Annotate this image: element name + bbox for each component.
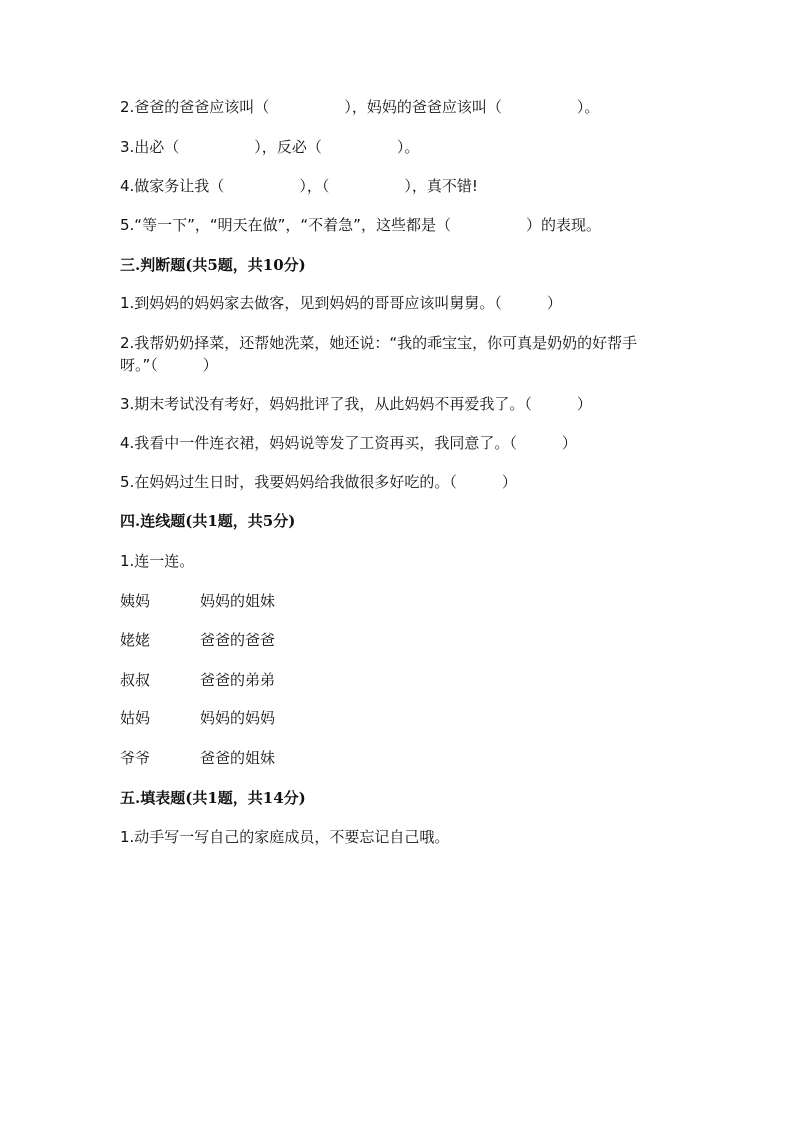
matching-right-item: 妈妈的妈妈	[200, 709, 276, 727]
section-heading-table: 五.填表题(共1题，共14分)	[120, 789, 306, 807]
matching-right-item: 妈妈的姐妹	[200, 592, 276, 610]
judgment-question-1: 1.到妈妈的妈妈家去做客，见到妈妈的哥哥应该叫舅舅。（ ）	[120, 294, 562, 312]
matching-left-item: 姑妈	[120, 709, 151, 727]
section-heading-matching: 四.连线题(共1题，共5分)	[120, 512, 296, 530]
matching-right-item: 爸爸的弟弟	[200, 671, 276, 689]
matching-left-item: 姨妈	[120, 592, 151, 610]
matching-question-1: 1.连一连。	[120, 552, 195, 570]
fill-question-4: 4.做家务让我（ ），（ ），真不错!	[120, 177, 478, 195]
matching-right-item: 爸爸的姐妹	[200, 749, 276, 767]
fill-question-2: 2.爸爸的爸爸应该叫（ ），妈妈的爸爸应该叫（ ）。	[120, 98, 600, 116]
judgment-question-5: 5.在妈妈过生日时，我要妈妈给我做很多好吃的。（ ）	[120, 473, 517, 491]
judgment-question-2: 2.我帮奶奶择菜，还帮她洗菜，她还说：“我的乖宝宝，你可真是奶奶的好帮手呀。”（ ）	[120, 334, 638, 374]
judgment-question-3: 3.期末考试没有考好，妈妈批评了我，从此妈妈不再爱我了。（ ）	[120, 395, 592, 413]
judgment-question-4: 4.我看中一件连衣裙，妈妈说等发了工资再买，我同意了。（ ）	[120, 434, 577, 452]
section-heading-judgment: 三.判断题(共5题，共10分)	[120, 256, 306, 274]
fill-question-5: 5.“等一下”，“明天在做”，“不着急”，这些都是（ ）的表现。	[120, 216, 601, 234]
fill-question-3: 3.出必（ ），反必（ ）。	[120, 138, 420, 156]
matching-left-item: 叔叔	[120, 671, 151, 689]
table-question-1: 1.动手写一写自己的家庭成员，不要忘记自己哦。	[120, 828, 450, 846]
matching-left-item: 姥姥	[120, 631, 151, 649]
matching-left-item: 爷爷	[120, 749, 151, 767]
matching-right-item: 爸爸的爸爸	[200, 631, 276, 649]
